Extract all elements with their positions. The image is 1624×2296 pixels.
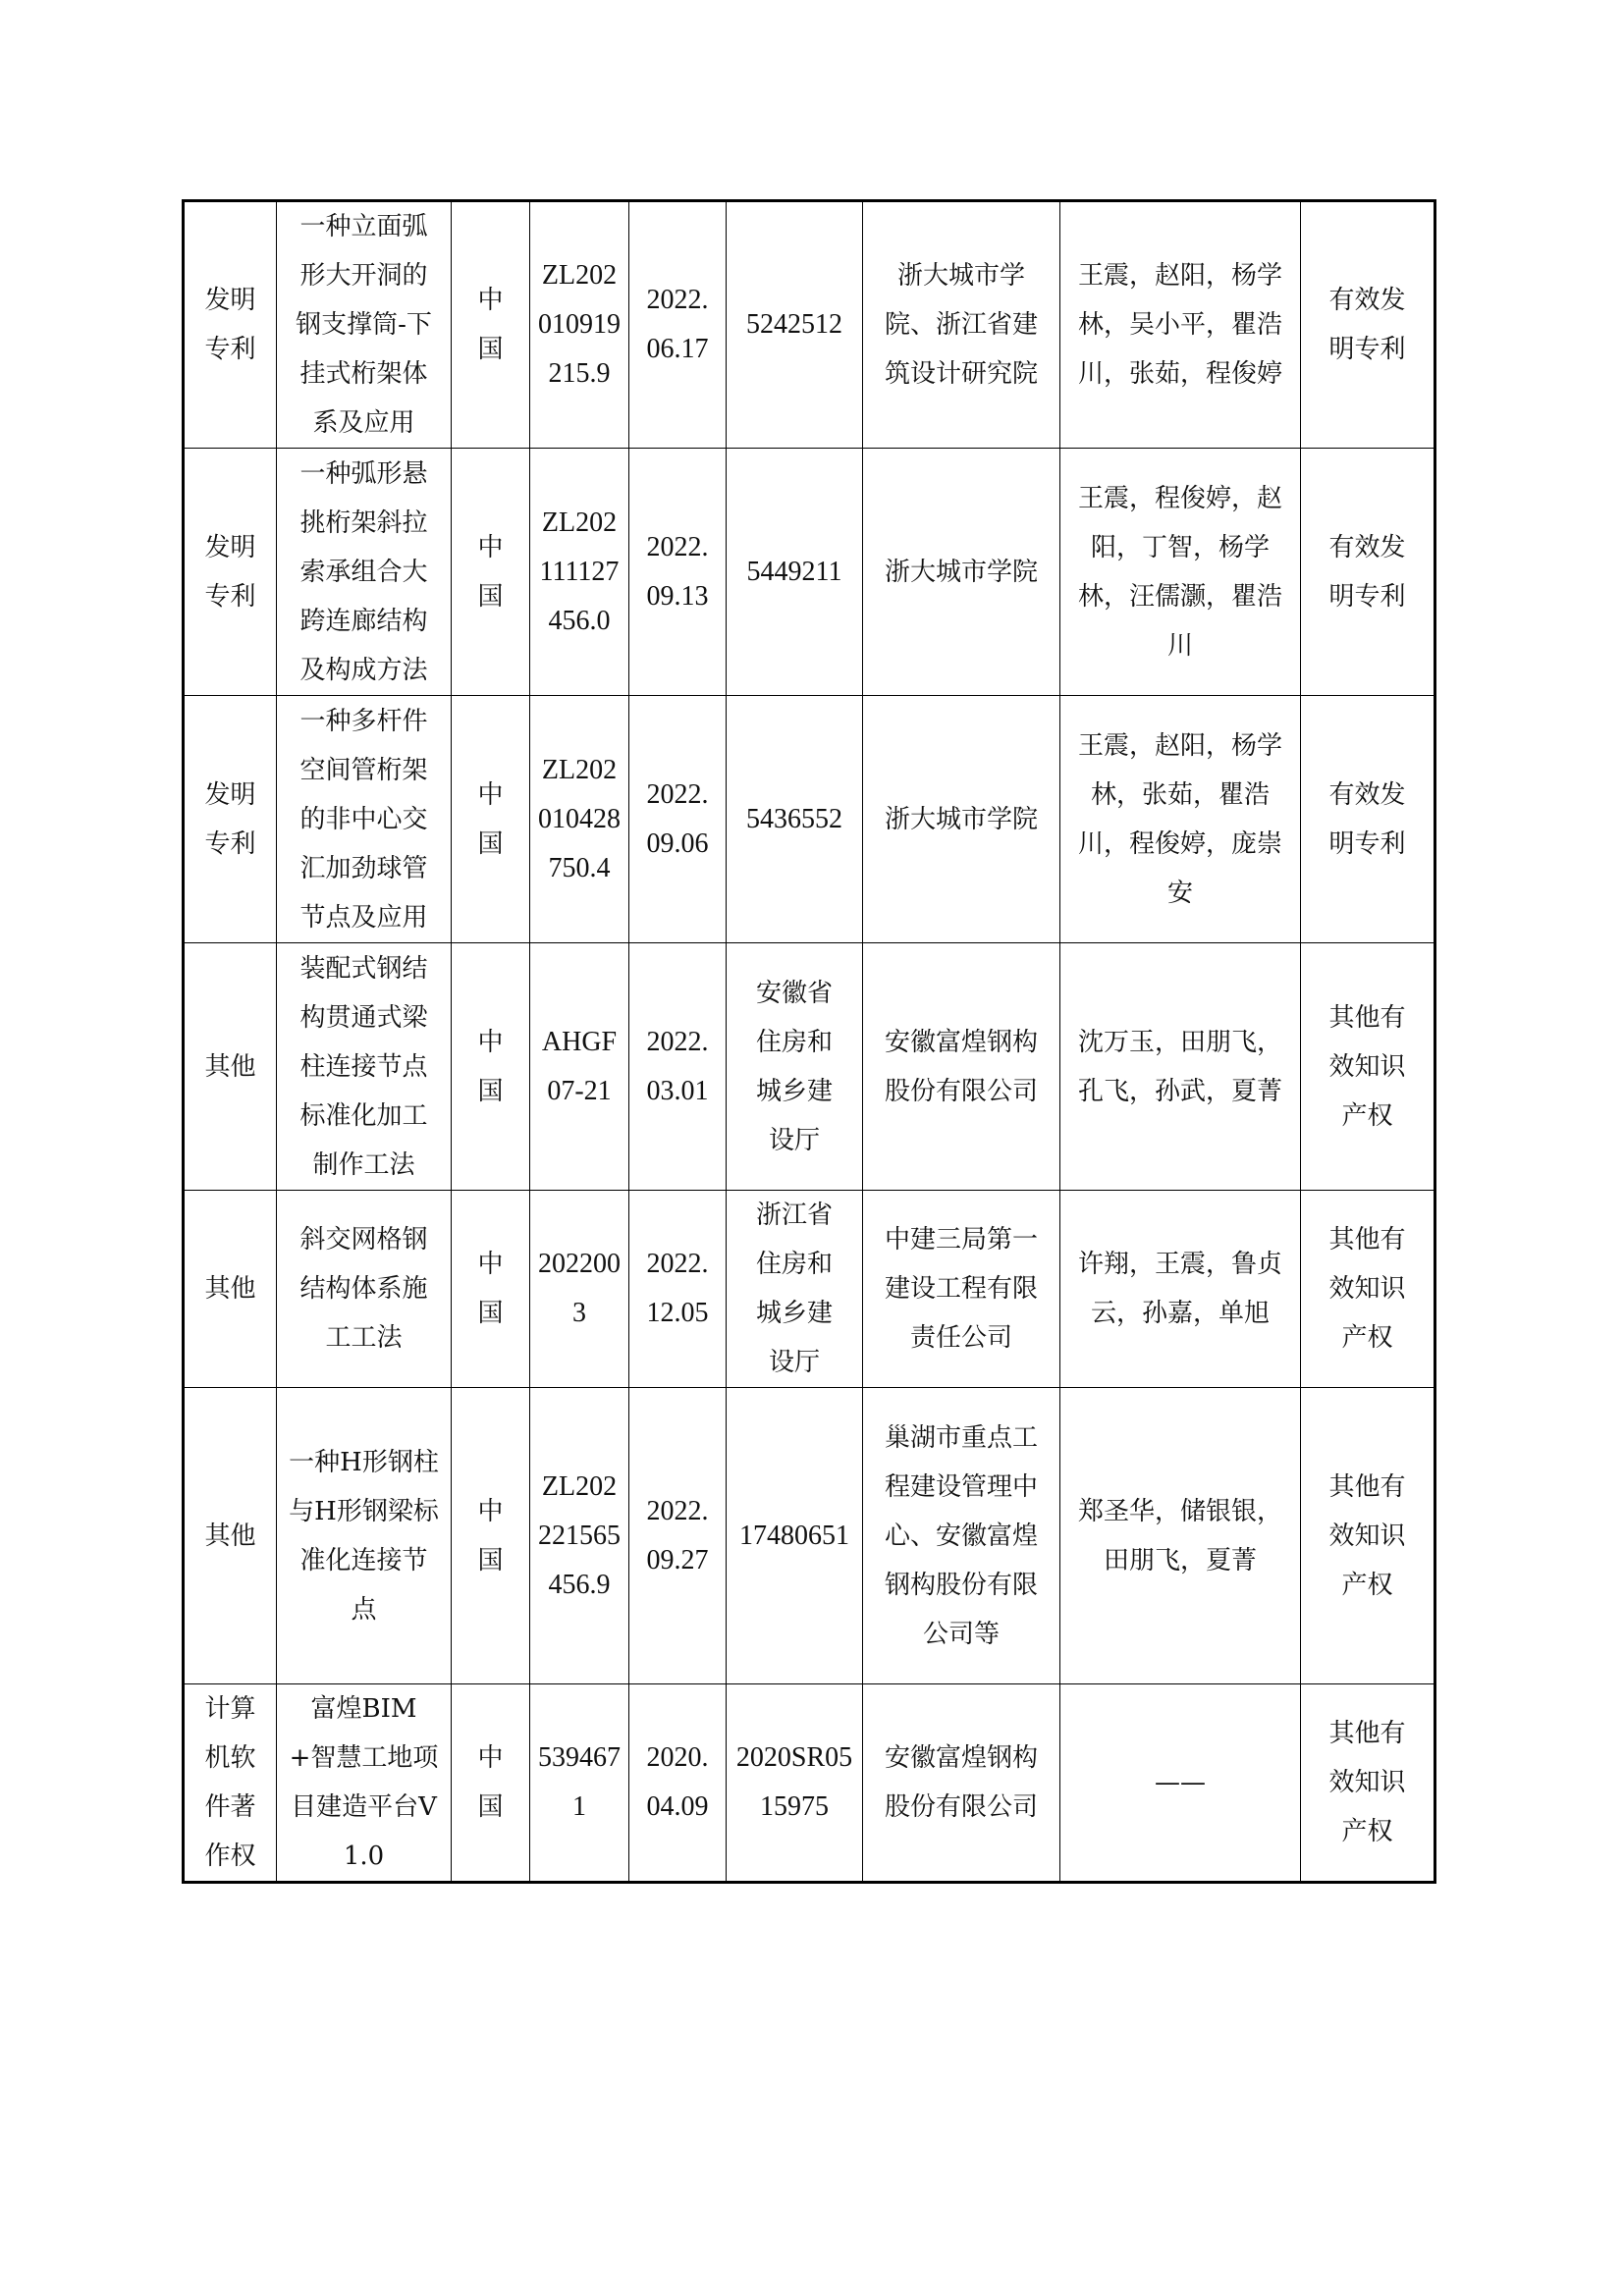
ip-status: 有效发明专利 [1301, 449, 1435, 696]
ip-holder: 中建三局第一建设工程有限责任公司 [863, 1191, 1060, 1388]
ip-number: ZL202111127456.0 [530, 449, 629, 696]
ip-inventors: 王震，赵阳，杨学林，吴小平，瞿浩川，张茹，程俊婷 [1060, 201, 1301, 449]
ip-inventors: 郑圣华，储银银，田朋飞，夏菁 [1060, 1388, 1301, 1684]
table-row [184, 1388, 1435, 1684]
ip-name: 一种多杆件空间管桁架的非中心交汇加劲球管节点及应用 [277, 696, 452, 943]
ip-name: 装配式钢结构贯通式梁柱连接节点标准化加工制作工法 [277, 943, 452, 1191]
ip-inventors: 沈万玉，田朋飞，孔飞，孙武，夏菁 [1060, 943, 1301, 1191]
ip-cert: 浙江省住房和城乡建设厅 [727, 1191, 863, 1388]
ip-country: 中国 [452, 696, 530, 943]
ip-number: 5394671 [530, 1684, 629, 1883]
ip-holder: 浙大城市学院、浙江省建筑设计研究院 [863, 201, 1060, 449]
table-row [184, 449, 1435, 696]
ip-name: 一种立面弧形大开洞的钢支撑筒-下挂式桁架体系及应用 [277, 201, 452, 449]
ip-country: 中国 [452, 201, 530, 449]
ip-holder: 安徽富煌钢构股份有限公司 [863, 943, 1060, 1191]
ip-name: 富煌BIM+智慧工地项目建造平台V1.0 [277, 1684, 452, 1883]
ip-status: 有效发明专利 [1301, 696, 1435, 943]
ip-date: 2020.04.09 [629, 1684, 727, 1883]
ip-date: 2022.09.06 [629, 696, 727, 943]
ip-country: 中国 [452, 449, 530, 696]
ip-holder: 浙大城市学院 [863, 696, 1060, 943]
ip-status: 有效发明专利 [1301, 201, 1435, 449]
ip-date: 2022.03.01 [629, 943, 727, 1191]
ip-cert: 17480651 [727, 1388, 863, 1684]
ip-number: ZL202010428750.4 [530, 696, 629, 943]
ip-status: 其他有效知识产权 [1301, 943, 1435, 1191]
ip-date: 2022.09.13 [629, 449, 727, 696]
ip-name: 一种H形钢柱与H形钢梁标准化连接节点 [277, 1388, 452, 1684]
ip-cert: 5436552 [727, 696, 863, 943]
ip-number: AHGF07-21 [530, 943, 629, 1191]
ip-inventors: 许翔，王震，鲁贞云，孙嘉，单旭 [1060, 1191, 1301, 1388]
ip-type: 计算机软件著作权 [184, 1684, 277, 1883]
ip-date: 2022.09.27 [629, 1388, 727, 1684]
ip-cert: 5449211 [727, 449, 863, 696]
ip-type: 其他 [184, 943, 277, 1191]
ip-country: 中国 [452, 1191, 530, 1388]
ip-holder: 安徽富煌钢构股份有限公司 [863, 1684, 1060, 1883]
ip-number: ZL202010919215.9 [530, 201, 629, 449]
table-row [184, 201, 1435, 449]
ip-name: 一种弧形悬挑桁架斜拉索承组合大跨连廊结构及构成方法 [277, 449, 452, 696]
ip-country: 中国 [452, 943, 530, 1191]
ip-date: 2022.06.17 [629, 201, 727, 449]
ip-type: 发明专利 [184, 449, 277, 696]
ip-status: 其他有效知识产权 [1301, 1388, 1435, 1684]
ip-cert: 2020SR0515975 [727, 1684, 863, 1883]
ip-type: 其他 [184, 1388, 277, 1684]
ip-cert: 5242512 [727, 201, 863, 449]
ip-holder: 浙大城市学院 [863, 449, 1060, 696]
table-row [184, 943, 1435, 1191]
ip-table [182, 199, 1436, 1884]
ip-inventors: 王震，赵阳，杨学林，张茹，瞿浩川，程俊婷，庞崇安 [1060, 696, 1301, 943]
table-row [184, 696, 1435, 943]
ip-type: 发明专利 [184, 201, 277, 449]
ip-status: 其他有效知识产权 [1301, 1191, 1435, 1388]
ip-inventors: —— [1060, 1684, 1301, 1883]
ip-country: 中国 [452, 1388, 530, 1684]
ip-country: 中国 [452, 1684, 530, 1883]
ip-date: 2022.12.05 [629, 1191, 727, 1388]
table-row [184, 1684, 1435, 1883]
ip-type: 发明专利 [184, 696, 277, 943]
ip-status: 其他有效知识产权 [1301, 1684, 1435, 1883]
ip-cert: 安徽省住房和城乡建设厅 [727, 943, 863, 1191]
ip-holder: 巢湖市重点工程建设管理中心、安徽富煌钢构股份有限公司等 [863, 1388, 1060, 1684]
table-row [184, 1191, 1435, 1388]
ip-number: ZL202221565456.9 [530, 1388, 629, 1684]
ip-name: 斜交网格钢结构体系施工工法 [277, 1191, 452, 1388]
ip-type: 其他 [184, 1191, 277, 1388]
ip-inventors: 王震，程俊婷，赵阳，丁智，杨学林，汪儒灏，瞿浩川 [1060, 449, 1301, 696]
ip-number: 2022003 [530, 1191, 629, 1388]
